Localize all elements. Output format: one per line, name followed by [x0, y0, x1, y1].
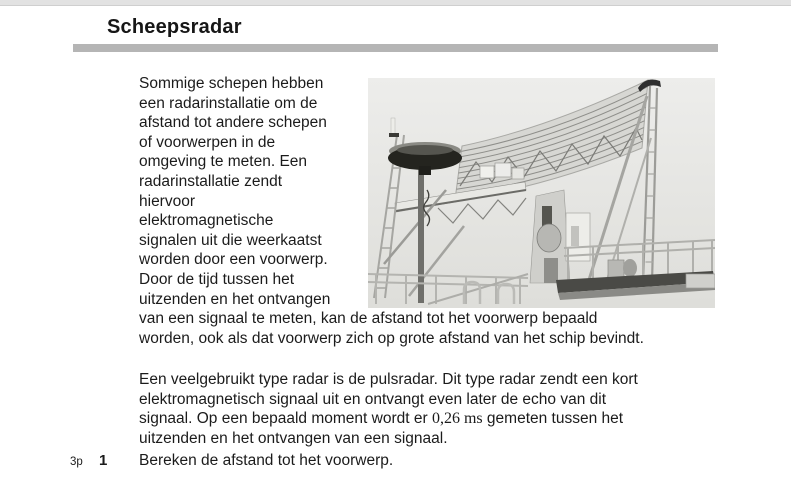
paragraph-text: gemeten tussen het — [482, 410, 624, 428]
paragraph-line: van een signaal te meten, kan de afstand tot het voorwerp bepaald — [139, 310, 598, 328]
paragraph-line: worden, ook als dat voorwerp zich op grote afstand van het schip bevindt. — [139, 329, 644, 347]
page-title: Scheepsradar — [107, 16, 242, 38]
paragraph-line: worden door een voorwerp. — [139, 251, 328, 269]
pulse-radar-paragraph — [139, 370, 638, 448]
measured-time-value: 0,26 ms — [431, 410, 483, 428]
page-top-edge — [0, 0, 791, 6]
paragraph-line: Een veelgebruikt type radar is de pulsradar. Dit type radar zendt een kort — [139, 371, 638, 388]
paragraph-line: uitzenden en het ontvangen van een signaal. — [139, 429, 448, 447]
paragraph-line: omgeving te meten. Een — [139, 153, 308, 171]
paragraph-line: elektromagnetische — [139, 212, 274, 230]
paragraph-line: elektromagnetisch signaal uit en ontvangt even later de echo van dit — [139, 390, 607, 408]
paragraph-line: afstand tot andere schepen — [139, 114, 327, 132]
question-number: 1 — [99, 452, 108, 469]
paragraph-line: Sommige schepen hebben — [139, 75, 324, 92]
paragraph-line: een radarinstallatie om de — [139, 94, 318, 112]
title-rule — [73, 44, 718, 52]
intro-paragraph — [139, 74, 644, 348]
paragraph-line — [139, 409, 638, 429]
paragraph-line: uitzenden en het ontvangen — [139, 290, 331, 308]
paragraph-line: hiervoor — [139, 192, 195, 210]
paragraph-line: Door de tijd tussen het — [139, 270, 295, 288]
question-points: 3p — [70, 456, 83, 468]
paragraph-text: signaal. Op een bepaald moment wordt er — [139, 410, 432, 428]
question-text: Bereken de afstand tot het voorwerp. — [139, 452, 394, 469]
paragraph-line: signalen uit die weerkaatst — [139, 231, 322, 249]
question-row — [0, 451, 791, 473]
paragraph-line: of voorwerpen in de — [139, 133, 276, 151]
paragraph-line: radarinstallatie zendt — [139, 172, 283, 190]
